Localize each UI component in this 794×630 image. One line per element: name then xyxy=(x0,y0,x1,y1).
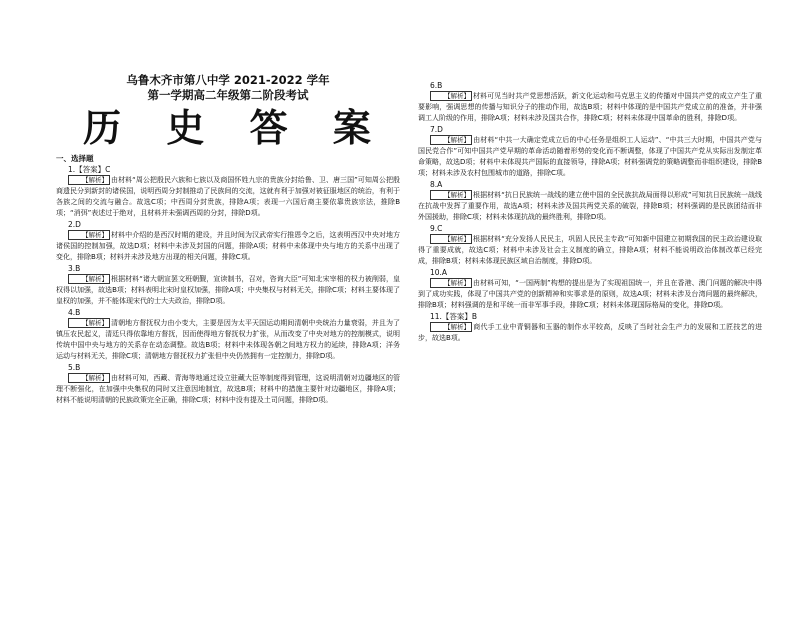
question-number: 5.B xyxy=(68,363,81,372)
question-number: 4.B xyxy=(68,308,81,317)
explanation-tag: 【解析】 xyxy=(68,373,110,383)
explanation-text: 由材料“中共一大确定党成立后的中心任务是组织工人运动”、“中共三大时期，中国共产党与国民党合作”可知中国共产党早期的革命活动随着形势的变化而不断调整，体现了中国共产党从实际出发制定革命策略，故选D项；材料中未体现共产国际的直接领导，排除A项；材料强调党的策略调整而非组织建设，排除B项；材料未涉及农村包围城市的道路，排除C项。 xyxy=(418,136,762,177)
exam-name-line: 第一学期高二年级第二阶段考试 xyxy=(147,88,309,102)
explanation-paragraph xyxy=(418,234,762,267)
right-column xyxy=(418,0,762,630)
explanation-tag: 【解析】 xyxy=(430,91,472,101)
question-number: 9.C xyxy=(430,224,443,233)
explanation-text: 清朝地方督抚权力由小变大，主要是因为太平天国运动期间清朝中央统治力量衰弱，并且为了镇压农民起义，清廷只得依靠地方督抚，因而使得地方督抚权力扩张，从而改变了中央对地方的控制模式，说明传统中国中央与地方的关系存在动态调整。故选B项；材料中未体现各朝之间地方权力的延续，排除A项；洋务运动与材料无关，排除C项；清朝地方督抚权力扩张但中央仍然拥有一定控制力，排除D项。 xyxy=(56,319,400,360)
explanation-text: 材料中介绍的是西汉时期的建设，并且时间为汉武帝实行推恩令之后，这表明西汉中央对地方诸侯国的控制加强，故选D项；材料中未涉及封国的问题，排除A项；材料中未体现中央与地方的关系中出现了变化，排除B项；材料并未涉及地方出现的相关问题，排除C项。 xyxy=(56,231,400,261)
explanation-tag: 【解析】 xyxy=(430,135,472,145)
explanation-paragraph xyxy=(56,175,400,219)
explanation-tag: 【解析】 xyxy=(430,278,472,288)
explanation-paragraph xyxy=(418,135,762,179)
explanation-text: 由材料“周公把殷民六族和七族以及商国怀姓九宗的贵族分封给鲁、卫、唐三国”可知周公把殷商遗民分到新封的诸侯国，说明西周分封制推动了民族间的交流，这就有利于加强对被征服地区的统治，有利于各族之间的交流与融合。故选C项；中西周分封贵族，排除A项；表现一六国后裔主要依靠贵族宗法，推除B项；“消弭”表述过于绝对，且材料并未强调西周的分封，排除D项。 xyxy=(56,176,400,217)
explanation-paragraph xyxy=(56,274,400,307)
section-heading: 一、选择题 xyxy=(56,154,94,163)
page-title: 历 史 答 案 xyxy=(83,105,387,150)
explanation-text: 材料可见当时共产党思想活跃，新文化运动和马克思主义的传播对中国共产党的成立产生了重要影响，强调思想的传播与知识分子的推动作用，故选B项；材料中体现的是中国共产党成立前的准备，并非强调工人阶级的作用，排除A项；材料未涉及国共合作，排除C项；材料未体现中国革命的胜利，排除D项。 xyxy=(418,92,762,122)
right-answers xyxy=(418,80,762,344)
explanation-paragraph xyxy=(418,91,762,124)
explanation-paragraph xyxy=(56,373,400,406)
explanation-tag: 【解析】 xyxy=(68,318,110,328)
question-number: 3.B xyxy=(68,264,81,273)
question-number: 1.【答案】C xyxy=(68,165,111,174)
question-number: 10.A xyxy=(430,268,448,277)
explanation-paragraph xyxy=(418,322,762,344)
explanation-text: 根据材料“诸大朝宣罢文班朝觐，宣读制书，召对，咨询大臣”可知北宋宰相的权力被削弱，皇权得以加强，故选B项；材料表明北宋时皇权加强，排除A项；中央集权与材料无关，排除C项；材料主要体现了皇权的加强，并不能体现宋代的士大夫政治，排除D项。 xyxy=(56,275,400,305)
left-answers xyxy=(56,164,400,406)
question-number: 7.D xyxy=(430,125,443,134)
explanation-tag: 【解析】 xyxy=(430,190,472,200)
explanation-tag: 【解析】 xyxy=(68,274,110,284)
explanation-tag: 【解析】 xyxy=(68,175,110,185)
explanation-paragraph xyxy=(56,318,400,362)
explanation-text: 根据材料“抗日民族统一战线的建立使中国的全民族抗战局面得以形成”可知抗日民族统一战线在抗战中发挥了重要作用，故选A项；材料未涉及国共两党关系的破裂，排除B项；材料强调的是民族团结而非外国援助，排除C项；材料未体现抗战的最终胜利，排除D项。 xyxy=(418,191,762,221)
question-number: 2.D xyxy=(68,220,81,229)
explanation-text: 根据材料“充分发扬人民民主，巩固人民民主专政”可知新中国建立初期我国的民主政治建设取得了重要成就，故选C项；材料中未涉及社会主义制度的确立，排除A项；材料不能说明政治体制改革已经完成，排除B项；材料未体现民族区域自治制度，排除D项。 xyxy=(418,235,762,265)
question-number: 11.【答案】B xyxy=(430,312,478,321)
explanation-paragraph xyxy=(56,230,400,263)
question-number: 6.B xyxy=(430,81,443,90)
explanation-text: 商代手工业中青铜器和玉器的制作水平较高，反映了当时社会生产力的发展和工匠技艺的进步，故选B项。 xyxy=(418,323,762,342)
document-header xyxy=(56,73,400,151)
explanation-tag: 【解析】 xyxy=(68,230,110,240)
left-column xyxy=(56,0,400,550)
explanation-paragraph xyxy=(418,190,762,223)
explanation-text: 由材料可知，“一国两制”构想的提出是为了实现祖国统一，并且在香港、澳门问题的解决中得到了成功实践，体现了中国共产党的创新精神和实事求是的原则，故选A项；材料未涉及台湾问题的最终解决，排除B项；材料强调的是和平统一而非军事手段，排除C项；材料未体现国际格局的变化，排除D项。 xyxy=(418,279,762,309)
explanation-text: 由材料可知，西藏、青海等地通过设立驻藏大臣等制度得到管理，这说明清朝对边疆地区的管理不断强化，在加强中央集权的同时又注意因地制宜，故选B项；材料中的措施主要针对边疆地区，排除A项；材料不能说明清朝的民族政策完全正确，排除C项；材料中没有提及土司问题，排除D项。 xyxy=(56,374,400,404)
school-term-line: 乌鲁木齐市第八中学 2021-2022 学年 xyxy=(126,73,330,87)
explanation-tag: 【解析】 xyxy=(430,234,472,244)
explanation-tag: 【解析】 xyxy=(430,322,472,332)
question-number: 8.A xyxy=(430,180,443,189)
explanation-paragraph xyxy=(418,278,762,311)
